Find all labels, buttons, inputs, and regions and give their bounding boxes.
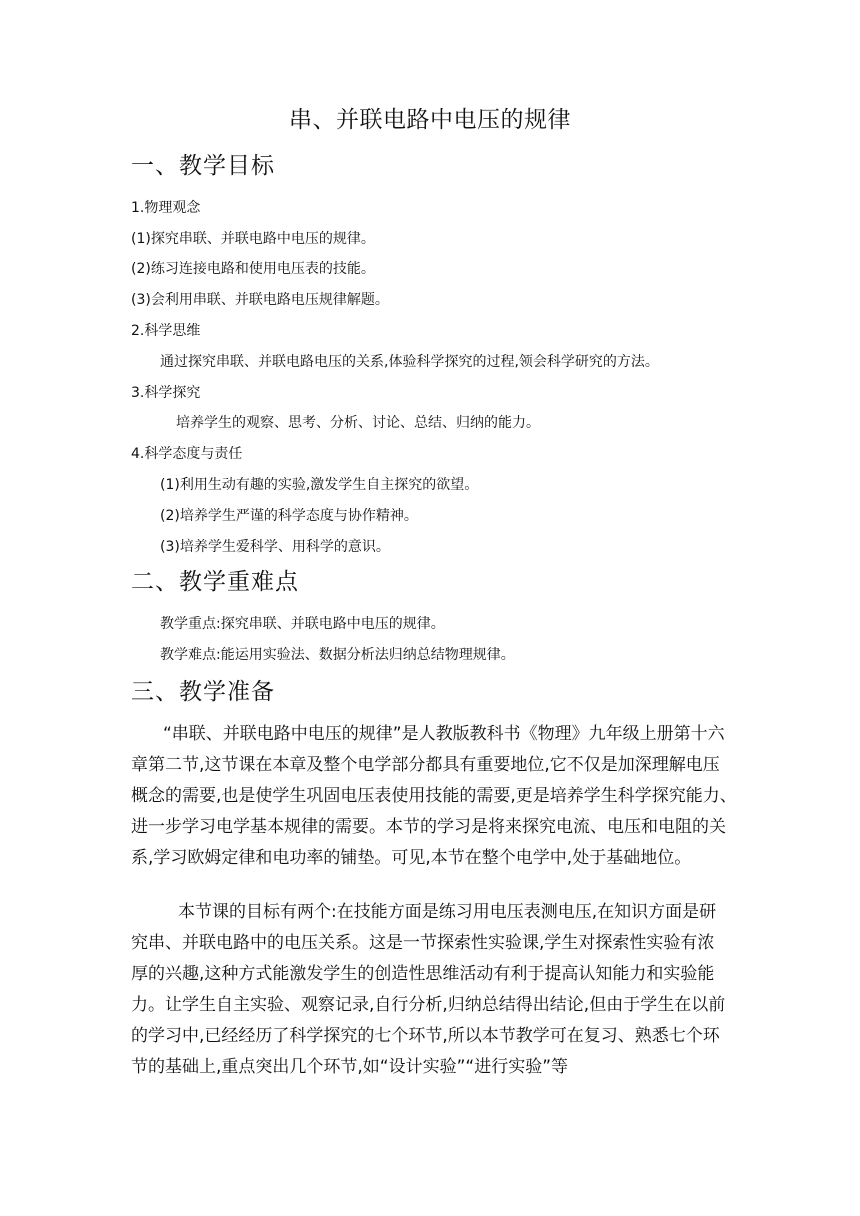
objective-item: (2)培养学生严谨的科学态度与协作精神。 xyxy=(160,508,418,524)
objective-heading-scientific-inquiry: 3.科学探究 xyxy=(131,385,201,401)
paragraph-line: 系,学习欧姆定律和电功率的铺垫。可见,本节在整个电学中,处于基础地位。 xyxy=(131,848,692,868)
objective-item: (1)利用生动有趣的实验,激发学生自主探究的欲望。 xyxy=(160,477,479,493)
paragraph-line: 本节课的目标有两个:在技能方面是练习用电压表测电压,在知识方面是研 xyxy=(178,902,717,922)
objective-heading-attitude: 4.科学态度与责任 xyxy=(131,446,243,462)
document-title: 串、并联电路中电压的规律 xyxy=(289,107,571,133)
paragraph-line: 概念的需要,也是使学生巩固电压表使用技能的需要,更是培养学生科学探究能力、 xyxy=(131,786,737,806)
paragraph-line: 力。让学生自主实验、观察记录,自行分析,归纳总结得出结论,但由于学生在以前 xyxy=(131,995,726,1015)
paragraph-line: 的学习中,已经经历了科学探究的七个环节,所以本节教学可在复习、熟悉七个环 xyxy=(131,1026,720,1046)
section-heading-preparation: 三、教学准备 xyxy=(131,679,275,705)
objective-item: (3)会利用串联、并联电路电压规律解题。 xyxy=(131,292,389,308)
paragraph-line: 节的基础上,重点突出几个环节,如“设计实验”“进行实验”等 xyxy=(131,1057,569,1077)
objective-item: 通过探究串联、并联电路电压的关系,体验科学探究的过程,领会科学研究的方法。 xyxy=(160,354,659,370)
objective-heading-physics-concept: 1.物理观念 xyxy=(131,200,201,216)
paragraph-line: 章第二节,这节课在本章及整个电学部分都具有重要地位,它不仅是加深理解电压 xyxy=(131,755,720,775)
objective-item: (3)培养学生爱科学、用科学的意识。 xyxy=(160,539,390,555)
paragraph-line: “串联、并联电路中电压的规律”是人教版教科书《物理》九年级上册第十六 xyxy=(163,724,725,744)
section-heading-objectives: 一、教学目标 xyxy=(131,153,275,179)
paragraph-line: 究串、并联电路中的电压关系。这是一节探索性实验课,学生对探索性实验有浓 xyxy=(131,933,715,953)
paragraph-line: 厚的兴趣,这种方式能激发学生的创造性思维活动有利于提高认知能力和实验能 xyxy=(131,964,715,984)
objective-item: 培养学生的观察、思考、分析、讨论、总结、归纳的能力。 xyxy=(176,415,540,431)
section-heading-key-points: 二、教学重难点 xyxy=(131,569,299,595)
objective-heading-scientific-thinking: 2.科学思维 xyxy=(131,323,201,339)
difficulty-line: 教学难点:能运用实验法、数据分析法归纳总结物理规律。 xyxy=(160,647,515,663)
objective-item: (1)探究串联、并联电路中电压的规律。 xyxy=(131,231,375,247)
key-point-line: 教学重点:探究串联、并联电路中电压的规律。 xyxy=(160,616,445,632)
paragraph-line: 进一步学习电学基本规律的需要。本节的学习是将来探究电流、电压和电阻的关 xyxy=(131,817,726,837)
objective-item: (2)练习连接电路和使用电压表的技能。 xyxy=(131,261,375,277)
